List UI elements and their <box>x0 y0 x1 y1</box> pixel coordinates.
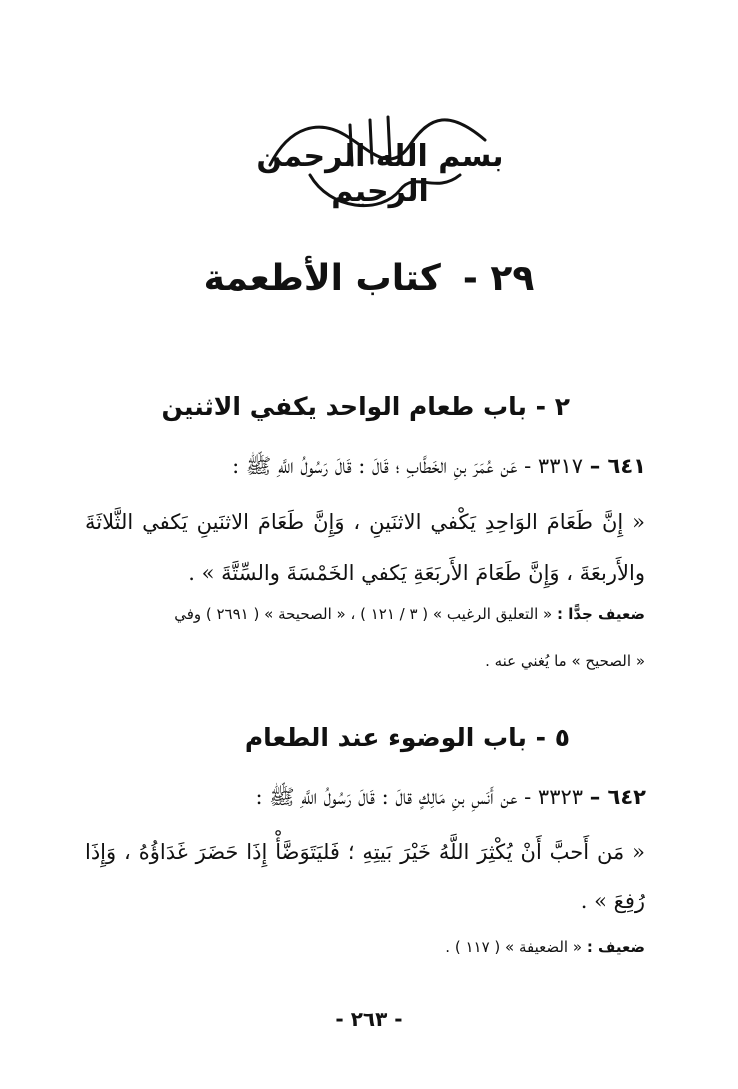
hadith-isnad: ٣٣٢٣ - عن أَنَسِ بنِ مَالِكٍ قالَ : قَالَ رَسُولُ اللَّهِ ﷺ : <box>255 785 584 809</box>
hadith-number: ٦٤١ – <box>589 454 646 478</box>
hadith-header-line <box>85 781 646 813</box>
hadith-isnad: ٣٣١٧ - عَن عُمَرَ بنِ الخَطَّابِ ؛ قَالَ : قَالَ رَسُولُ اللَّهِ ﷺ : <box>232 454 584 478</box>
grade-reference: « التعليق الرغيب » ( ٣ / ١٢١ ) ، « الصحيحة » ( ٢٦٩١ ) وفي <box>174 605 553 623</box>
hadith-text-line: « مَن أَحبَّ أَنْ يُكْثِرَ اللَّهُ خَيْرَ بَيتِهِ ؛ فَليَتَوَضَّأْ إِذَا حَضَرَ غَدَاؤُهُ ، وَإِذَا <box>85 840 645 864</box>
grade-label: ضعيف جدًّا : <box>556 605 645 623</box>
grade-line <box>85 934 645 960</box>
chapter-heading: ٥ - باب الوضوء عند الطعام <box>244 723 570 752</box>
hadith-text-line: رُفِعَ » . <box>580 889 645 913</box>
grade-line <box>85 601 645 627</box>
hadith-text-line: والأَربعَةَ ، وَإِنَّ طَعَامَ الأَربَعَةِ يَكفي الخَمْسَةَ والسِّتَّةَ » . <box>188 561 645 585</box>
hadith-number: ٦٤٢ – <box>589 785 646 809</box>
basmala-calligraphy <box>250 105 510 215</box>
hadith-text-line: « إِنَّ طَعَامَ الوَاحِدِ يَكْفي الاثنَينِ ، وَإِنَّ طَعَامَ الاثنَينِ يَكفي الثَّلاثَةَ <box>85 510 645 534</box>
grade-line: « الصحيح » ما يُغني عنه . <box>485 652 645 670</box>
basmala-text: بسم الله الرحمن الرحيم <box>256 139 504 209</box>
grade-label: ضعيف : <box>586 938 645 956</box>
grade-reference: « الضعيفة » ( ١١٧ ) . <box>445 938 583 956</box>
book-number: ٢٩ - <box>462 258 535 299</box>
book-title <box>0 258 738 299</box>
hadith-header-line <box>85 450 646 482</box>
book-title-text: كتاب الأطعمة <box>203 258 441 299</box>
page-number: - ٢٦٣ - <box>335 1007 403 1031</box>
chapter-heading: ٢ - باب طعام الواحد يكفي الاثنين <box>161 392 570 421</box>
